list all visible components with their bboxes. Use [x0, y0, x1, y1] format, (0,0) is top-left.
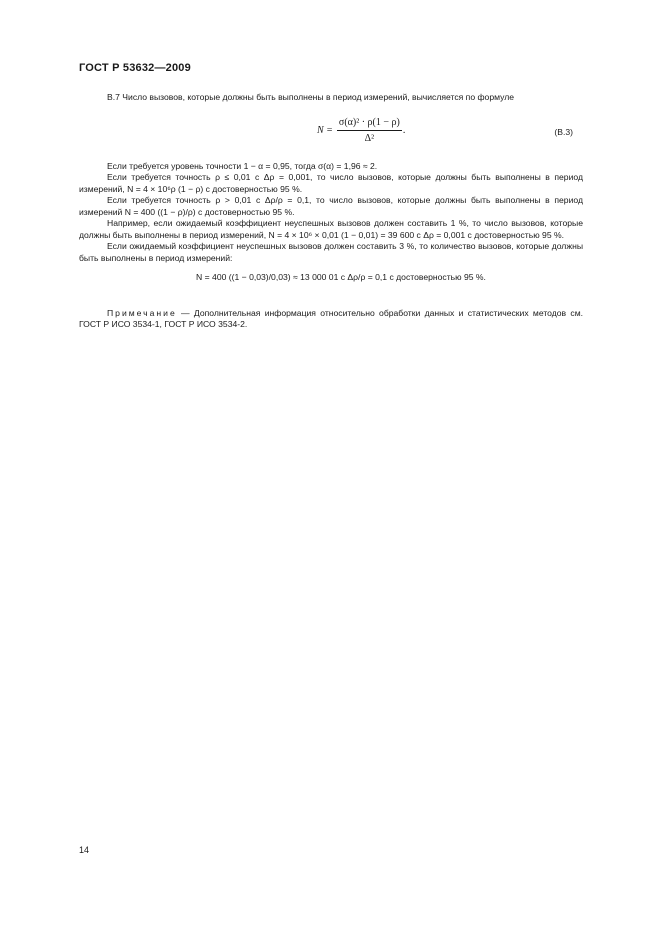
- formula-block: [79, 109, 583, 153]
- formula-numerator: σ(α)² · ρ(1 − ρ): [337, 117, 402, 132]
- formula-tail: .: [402, 124, 406, 136]
- paragraph-3: Если требуется точность ρ > 0,01 с Δρ/ρ = 0,1, то число вызовов, которые должны быть выполнены в период измерений N = 400 ((1 − ρ)/ρ) с достоверностью 95 %.: [79, 195, 583, 217]
- paragraph-5: Если ожидаемый коэффициент неуспешных вызовов должен составить 3 %, то количество вызовов, которые должны быть выполнены в период измерений:: [79, 241, 583, 263]
- formula-b3: [317, 117, 405, 145]
- equation-example: N = 400 ((1 − 0,03)/0,03) ≈ 13 000 01 с Δρ/ρ = 0,1 с достоверностью 95 %.: [196, 272, 486, 282]
- formula-lhs: N =: [317, 124, 333, 136]
- note-paragraph: [79, 308, 583, 331]
- note-text: — Дополнительная информация относительно обработки данных и статистических методов см. ГОСТ Р ИСО 3534-1, ГОСТ Р ИСО 3534-2.: [79, 307, 583, 329]
- formula-fraction: [337, 117, 402, 145]
- paragraph-b7: В.7 Число вызовов, которые должны быть выполнены в период измерений, вычисляется по формуле: [107, 92, 515, 102]
- page-content: [79, 92, 583, 331]
- note-label: Примечание: [107, 307, 177, 318]
- formula-denominator: Δ²: [364, 133, 375, 144]
- paragraph-1: Если требуется уровень точности 1 − α = 0,95, тогда σ(α) = 1,96 ≈ 2.: [107, 160, 378, 171]
- page-number: 14: [79, 845, 90, 855]
- paragraph-2: Если требуется точность ρ ≤ 0,01 с Δρ = 0,001, то число вызовов, которые должны быть выполнены в период измерений, N = 4 × 10⁶ρ (1 − ρ) с достоверностью 95 %.: [79, 172, 583, 194]
- paragraph-4: Например, если ожидаемый коэффициент неуспешных вызовов должен составить 1 %, то число вызовов, которые должны быть выполнены в период измерений, N = 4 × 10⁶ × 0,01 (1 − 0,01) = 39 600 с Δρ = 0,001 с достоверностью 95 %.: [79, 218, 583, 240]
- page-header: ГОСТ Р 53632—2009: [79, 62, 191, 74]
- formula-number: (В.3): [554, 126, 573, 137]
